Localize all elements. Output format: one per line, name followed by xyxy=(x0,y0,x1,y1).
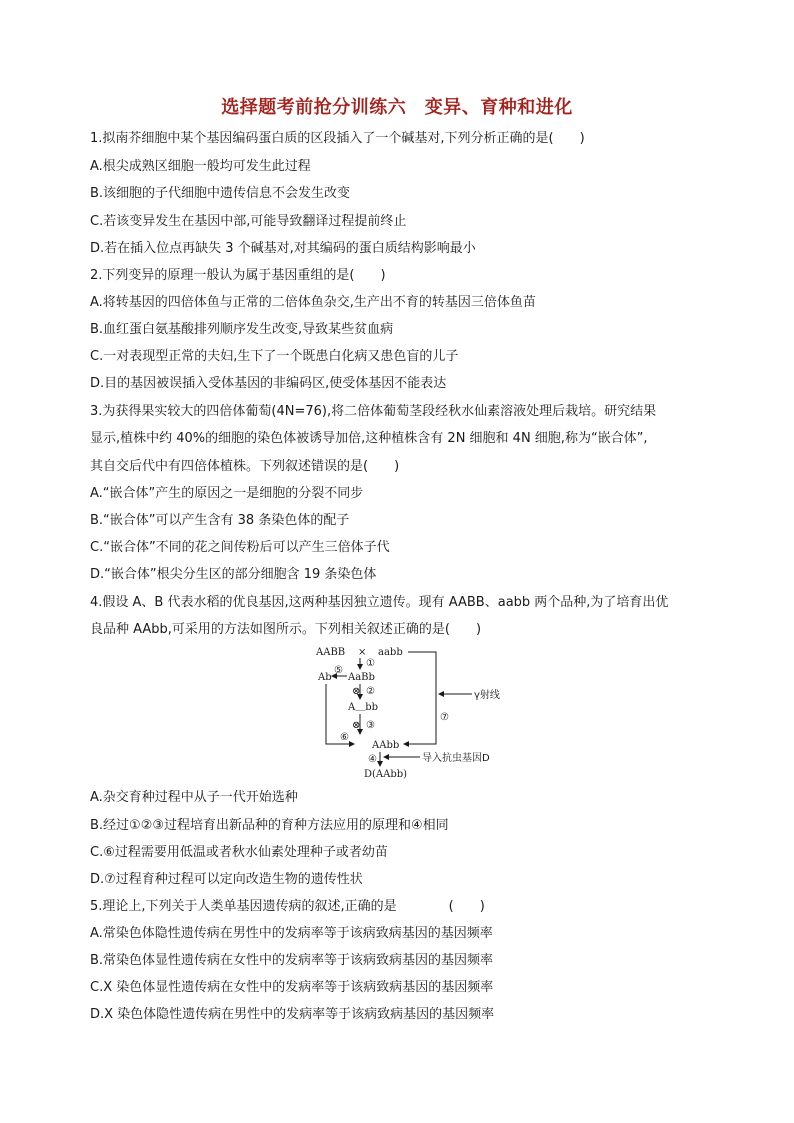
question-2-option-d: D.目的基因被误插入受体基因的非编码区,使受体基因不能表达 xyxy=(90,376,447,391)
question-3-option-b: B.“嵌合体”可以产生含有 38 条染色体的配子 xyxy=(90,513,350,528)
f1-aabb: AaBb xyxy=(348,672,375,683)
question-2-stem: 2.下列变异的原理一般认为属于基因重组的是( ) xyxy=(90,268,386,283)
question-3-stem-line-3: 其自交后代中有四倍体植株。下列叙述错误的是( ) xyxy=(90,459,400,474)
self-cross-symbol-2: ⊗ xyxy=(352,720,361,731)
step-6-label: ⑥ xyxy=(340,732,349,743)
question-1-option-a: A.根尖成熟区细胞一般均可发生此过程 xyxy=(90,159,311,174)
arrow-step-7 xyxy=(404,652,436,744)
target-aabb: AAbb xyxy=(372,740,400,751)
question-2-option-c: C.一对表现型正常的夫妇,生下了一个既患白化病又患色盲的儿子 xyxy=(90,349,459,364)
parent-aabb-lower: aabb xyxy=(378,647,403,658)
question-5-stem: 5.理论上,下列关于人类单基因遗传病的叙述,正确的是 ( ) xyxy=(90,899,485,914)
gamma-ray-label: γ射线 xyxy=(474,690,500,701)
question-2-option-b: B.血红蛋白氨基酸排列顺序发生改变,导致某些贫血病 xyxy=(90,322,394,337)
question-1-option-b: B.该细胞的子代细胞中遗传信息不会发生改变 xyxy=(90,186,351,201)
insert-gene-label: 导入抗虫基因D xyxy=(422,753,490,764)
step-2-label: ② xyxy=(366,686,375,697)
question-5-option-b: B.常染色体显性遗传病在女性中的发病率等于该病致病基因的基因频率 xyxy=(90,953,494,968)
question-1-option-d: D.若在插入位点再缺失 3 个碱基对,对其编码的蛋白质结构影响最小 xyxy=(90,241,476,256)
question-4-option-c: C.⑥过程需要用低温或者秋水仙素处理种子或者幼苗 xyxy=(90,845,388,860)
parent-aabb-upper: AABB xyxy=(316,647,346,658)
question-3-stem-line-2: 显示,植株中约 40%的细胞的染色体被诱导加倍,这种植株含有 2N 细胞和 4N 细胞,称为“嵌合体”, xyxy=(90,431,648,446)
question-4-option-d: D.⑦过程育种过程可以定向改造生物的遗传性状 xyxy=(90,872,363,887)
question-3-stem-line-1: 3.为获得果实较大的四倍体葡萄(4N=76),将二倍体葡萄茎段经秋水仙素溶液处理后栽培。研究结果 xyxy=(90,404,657,419)
gen2-a-bb: A＿bb xyxy=(348,702,379,713)
step-3-label: ③ xyxy=(366,720,375,731)
haploid-ab: Ab xyxy=(318,672,332,683)
question-2-option-a: A.将转基因的四倍体鱼与正常的二倍体鱼杂交,生产出不育的转基因三倍体鱼苗 xyxy=(90,295,536,310)
self-cross-symbol-1: ⊗ xyxy=(352,686,361,697)
question-3-option-c: C.“嵌合体”不同的花之间传粉后可以产生三倍体子代 xyxy=(90,540,390,555)
question-1-stem: 1.拟南芥细胞中某个基因编码蛋白质的区段插入了一个碱基对,下列分析正确的是( ) xyxy=(90,131,585,146)
question-4-stem-line-1: 4.假设 A、B 代表水稻的优良基因,这两种基因独立遗传。现有 AABB、aabb 两个品种,为了培育出优 xyxy=(90,595,669,610)
step-4-label: ④ xyxy=(368,754,377,765)
question-4-option-a: A.杂交育种过程中从子一代开始选种 xyxy=(90,790,298,805)
question-5-option-d: D.X 染色体隐性遗传病在男性中的发病率等于该病致病基因的基因频率 xyxy=(90,1007,495,1022)
final-d-aabb: D(AAbb) xyxy=(364,769,408,780)
question-4-stem-line-2: 良品种 AAbb,可采用的方法如图所示。下列相关叙述正确的是( ) xyxy=(90,622,482,637)
step-1-label: ① xyxy=(366,658,375,669)
page-title: 选择题考前抢分训练六 变异、育种和进化 xyxy=(221,97,573,118)
question-5-option-a: A.常染色体隐性遗传病在男性中的发病率等于该病致病基因的基因频率 xyxy=(90,926,493,941)
question-3-option-d: D.“嵌合体”根尖分生区的部分细胞含 19 条染色体 xyxy=(90,567,377,582)
question-3-option-a: A.“嵌合体”产生的原因之一是细胞的分裂不同步 xyxy=(90,486,364,501)
breeding-diagram xyxy=(312,644,512,780)
step-5-label: ⑤ xyxy=(334,665,343,676)
question-5-option-c: C.X 染色体显性遗传病在女性中的发病率等于该病致病基因的基因频率 xyxy=(90,980,494,995)
question-4-option-b: B.经过①②③过程培育出新品种的育种方法应用的原理和④相同 xyxy=(90,818,449,833)
cross-symbol: × xyxy=(358,647,367,658)
step-7-label: ⑦ xyxy=(440,712,449,723)
question-1-option-c: C.若该变异发生在基因中部,可能导致翻译过程提前终止 xyxy=(90,214,407,229)
